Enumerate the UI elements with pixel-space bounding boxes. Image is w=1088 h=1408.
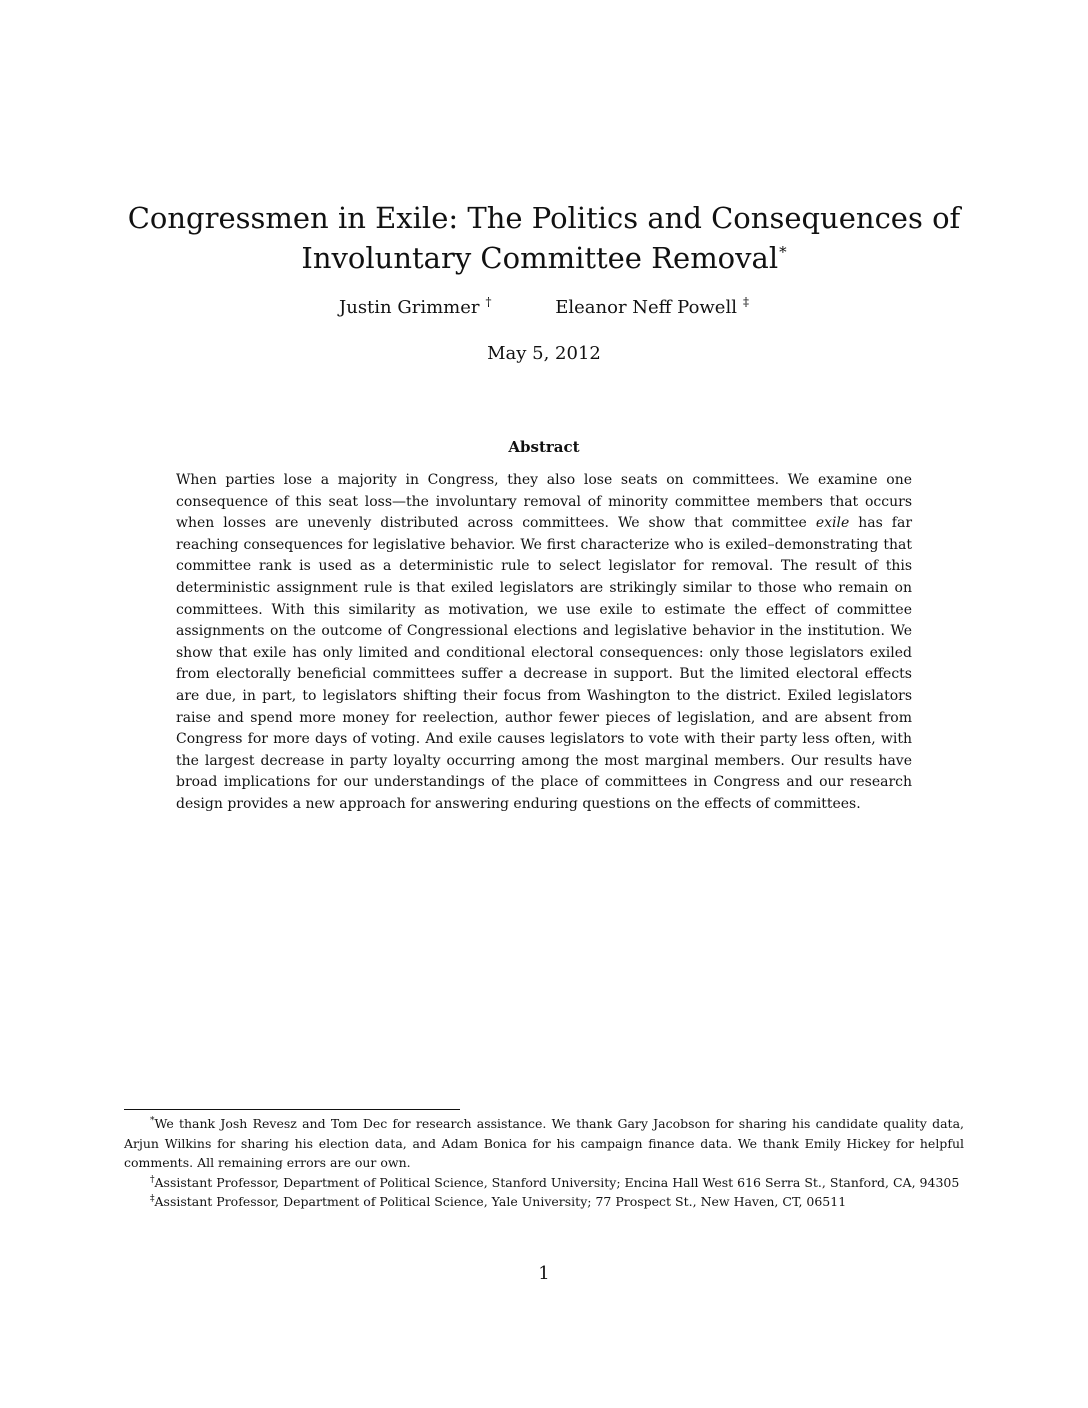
footnote-2	[124, 1173, 964, 1193]
author-2-footnote-marker[interactable]: ‡	[742, 295, 749, 309]
title-footnote-marker[interactable]: *	[779, 243, 787, 262]
publication-date: May 5, 2012	[487, 343, 601, 364]
title-line-2	[120, 238, 968, 278]
footnote-2-marker: †	[150, 1174, 155, 1185]
abstract-text-part-1: When parties lose a majority in Congress, they also lose seats on committees. We examine one consequence of this seat loss—the involuntary removal of minority committee members that occurs when losses are unevenly distributed across committees. We show that committee	[176, 472, 912, 532]
author-2	[555, 297, 749, 318]
page-number: 1	[538, 1263, 550, 1284]
title-line-2-text: Involuntary Committee Removal	[301, 241, 779, 275]
author-1-name: Justin Grimmer	[339, 297, 480, 318]
author-2-name: Eleanor Neff Powell	[555, 297, 737, 318]
author-list	[0, 297, 1088, 318]
footnote-1-marker: *	[150, 1115, 155, 1126]
footnote-3	[124, 1192, 964, 1212]
footnote-3-text: Assistant Professor, Department of Political Science, Yale University; 77 Prospect St., New Haven, CT, 06511	[154, 1194, 847, 1209]
title-line-1: Congressmen in Exile: The Politics and Consequences of	[127, 201, 961, 235]
author-1-footnote-marker[interactable]: †	[485, 295, 492, 309]
footnotes	[124, 1114, 964, 1212]
paper-title	[120, 198, 968, 278]
abstract-heading: Abstract	[508, 438, 580, 456]
author-1	[339, 297, 491, 318]
footnote-divider	[124, 1109, 460, 1110]
abstract-italic-word: exile	[815, 515, 850, 532]
footnote-2-text: Assistant Professor, Department of Political Science, Stanford University; Encina Hall West 616 Serra St., Stanford, CA, 94305	[154, 1174, 960, 1190]
abstract-body	[176, 470, 912, 816]
footnote-1-text: We thank Josh Revesz and Tom Dec for research assistance. We thank Gary Jacobson for sharing his candidate quality data, Arjun Wilkins for sharing his election data, and Adam Bonica for his campaign finance data. We thank Emily Hickey for helpful comments. All remaining errors are our own.	[124, 1116, 964, 1170]
abstract-text-part-2: has far reaching consequences for legislative behavior. We first characterize who is exiled–demonstrating that committee rank is used as a deterministic rule to select legislator for removal. The result of this deterministic assignment rule is that exiled legislators are strikingly similar to those who remain on committees. With this similarity as motivation, we use exile to estimate the effect of committee assignments on the outcome of Congressional elections and legislative behavior in the institution. We show that exile has only limited and conditional electoral consequences: only those legislators exiled from electorally beneficial committees suffer a decrease in support. But the limited electoral effects are due, in part, to legislators shifting their focus from Washington to the district. Exiled legislators raise and spend more money for reelection, author fewer pieces of legislation, and are absent from Congress for more days of voting. And exile causes legislators to vote with their party less often, with the largest decrease in party loyalty occurring among the most marginal members. Our results have broad implications for our understandings of the place of committees in Congress and our research design provides a new approach for answering enduring questions on the effects of committees.	[176, 515, 913, 812]
footnote-3-marker: ‡	[150, 1193, 155, 1204]
footnote-1	[124, 1114, 964, 1173]
